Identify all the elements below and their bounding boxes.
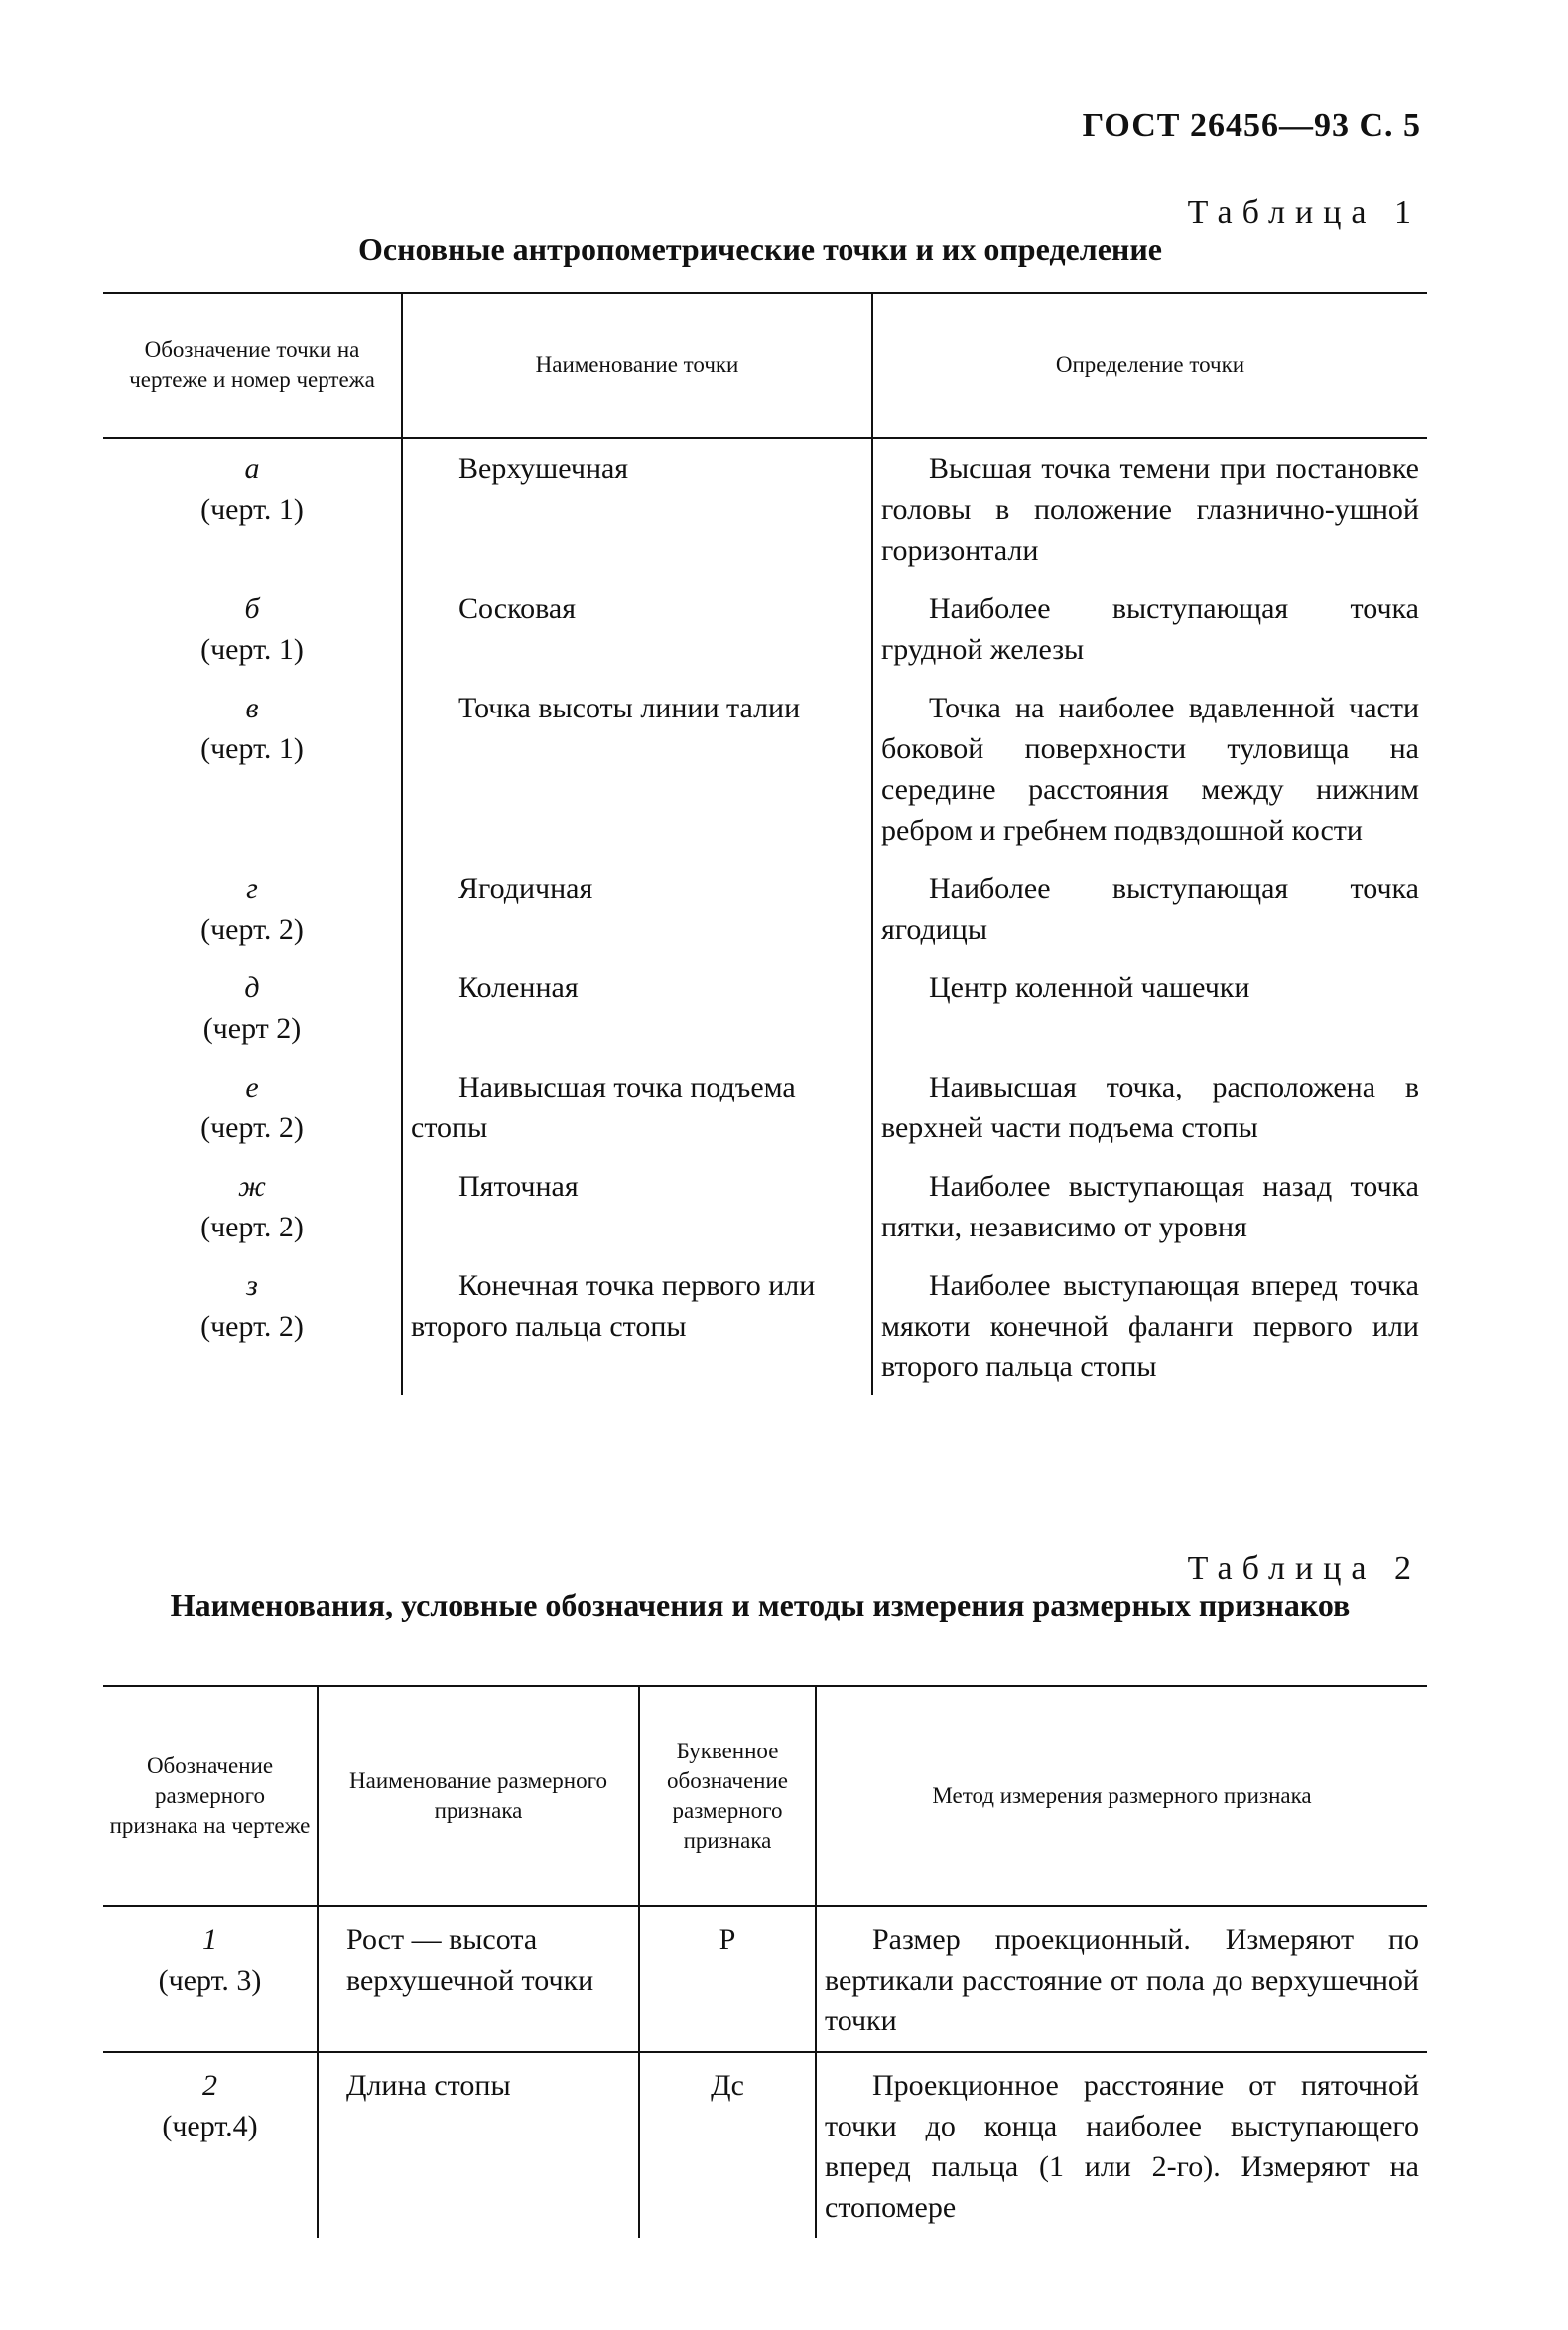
table-row — [103, 1255, 1427, 1395]
number-cell — [103, 1906, 318, 2052]
name-cell — [402, 678, 872, 858]
drawing-ref: (черт. 1) — [200, 493, 304, 526]
definition-cell — [872, 1057, 1427, 1156]
table-row — [103, 2052, 1427, 2238]
point-cell — [103, 858, 402, 958]
definition-cell — [872, 958, 1427, 1057]
code-cell — [639, 2052, 816, 2238]
point-cell — [103, 1057, 402, 1156]
name-cell — [402, 1156, 872, 1255]
point-name: Пяточная — [458, 1170, 579, 1203]
table2-header-row — [103, 1686, 1427, 1906]
point-definition: Центр коленной чашечки — [929, 971, 1250, 1004]
table-row — [103, 579, 1427, 678]
table1-col-point: Обозначение точки на чертеже и номер чертежа — [103, 293, 402, 438]
table2-col-code: Буквенное обозначение размерного признака — [639, 1686, 816, 1906]
table1 — [103, 292, 1427, 1395]
point-definition: Наиболее выступающая назад точка пятки, независимо от уровня — [881, 1170, 1419, 1243]
table-row — [103, 1057, 1427, 1156]
definition-cell — [872, 858, 1427, 958]
number-cell — [103, 2052, 318, 2238]
table1-header-row — [103, 293, 1427, 438]
point-name: Коленная — [458, 971, 579, 1004]
point-letter: е — [245, 1071, 259, 1103]
feature-number: 2 — [202, 2069, 217, 2102]
point-name: Конечная точка первого или второго пальца стопы — [411, 1269, 816, 1343]
table-row — [103, 438, 1427, 579]
point-cell — [103, 438, 402, 579]
table2-col-number: Обозначение размерного признака на чертеже — [103, 1686, 318, 1906]
point-name: Наивысшая точка подъема стопы — [411, 1071, 796, 1144]
feature-name: Рост — высота верхушечной точки — [346, 1923, 594, 1997]
point-name: Точка высоты линии талии — [458, 692, 801, 724]
point-letter: д — [244, 971, 260, 1004]
name-cell — [402, 1255, 872, 1395]
point-letter: з — [246, 1269, 258, 1302]
table1-col-name: Наименование точки — [402, 293, 872, 438]
table-row — [103, 1906, 1427, 2052]
drawing-ref: (черт. 2) — [200, 1310, 304, 1343]
name-cell — [402, 579, 872, 678]
drawing-ref: (черт. 1) — [200, 732, 304, 765]
point-cell — [103, 958, 402, 1057]
feature-code: Р — [719, 1923, 736, 1956]
definition-cell — [872, 579, 1427, 678]
method-cell — [816, 1906, 1427, 2052]
point-cell — [103, 678, 402, 858]
table-row — [103, 678, 1427, 858]
table1-title: Основные антропометрические точки и их определение — [358, 231, 1162, 267]
name-cell — [402, 958, 872, 1057]
feature-name: Длина стопы — [346, 2069, 511, 2102]
point-letter: б — [244, 592, 260, 625]
method-cell — [816, 2052, 1427, 2238]
point-definition: Точка на наиболее вдавленной части боковой поверхности туловища на середине расстояния между нижним ребром и гребнем подвздошной кости — [881, 692, 1419, 846]
definition-cell — [872, 438, 1427, 579]
point-cell — [103, 1156, 402, 1255]
code-cell — [639, 1906, 816, 2052]
definition-cell — [872, 678, 1427, 858]
table2-col-name: Наименование размерного признака — [318, 1686, 639, 1906]
feature-name-cell — [318, 1906, 639, 2052]
measurement-method: Проекционное расстояние от пяточной точки до конца наиболее выступающего вперед пальца (1 или 2-го). Измеряют на стопомере — [825, 2069, 1419, 2224]
table1-label: Таблица 1 — [1187, 194, 1421, 231]
measurement-method: Размер проекционный. Измеряют по вертикали расстояние от пола до верхушечной точки — [825, 1923, 1419, 2037]
point-cell — [103, 579, 402, 678]
point-cell — [103, 1255, 402, 1395]
table2 — [103, 1685, 1427, 2238]
point-definition: Высшая точка темени при постановке головы в положение глазнично-ушной горизонтали — [881, 453, 1419, 567]
table2-col-method: Метод измерения размерного признака — [816, 1686, 1427, 1906]
feature-number: 1 — [202, 1923, 217, 1956]
feature-code: Дс — [711, 2069, 744, 2102]
table2-label: Таблица 2 — [1187, 1550, 1421, 1587]
point-letter: ж — [238, 1170, 266, 1203]
point-letter: г — [246, 872, 258, 905]
point-definition: Наиболее выступающая точка грудной железы — [881, 592, 1419, 666]
table2-title: Наименования, условные обозначения и методы измерения размерных признаков — [170, 1587, 1351, 1622]
table1-col-definition: Определение точки — [872, 293, 1427, 438]
name-cell — [402, 438, 872, 579]
page-header: ГОСТ 26456—93 С. 5 — [1082, 107, 1421, 144]
definition-cell — [872, 1255, 1427, 1395]
point-name: Сосковая — [458, 592, 577, 625]
drawing-ref: (черт. 2) — [200, 1211, 304, 1243]
table-row — [103, 858, 1427, 958]
table-row — [103, 958, 1427, 1057]
drawing-ref: (черт.4) — [162, 2110, 258, 2142]
drawing-ref: (черт 2) — [202, 1012, 302, 1045]
point-letter: а — [244, 453, 260, 485]
drawing-ref: (черт. 2) — [200, 913, 304, 946]
name-cell — [402, 1057, 872, 1156]
point-definition: Наиболее выступающая вперед точка мякоти конечной фаланги первого или второго пальца стопы — [881, 1269, 1419, 1383]
point-definition: Наивысшая точка, расположена в верхней части подъема стопы — [881, 1071, 1419, 1144]
point-letter: в — [245, 692, 259, 724]
feature-name-cell — [318, 2052, 639, 2238]
table-row — [103, 1156, 1427, 1255]
drawing-ref: (черт. 2) — [200, 1111, 304, 1144]
point-name: Ягодичная — [458, 872, 593, 905]
drawing-ref: (черт. 3) — [158, 1964, 262, 1997]
drawing-ref: (черт. 1) — [200, 633, 304, 666]
point-definition: Наиболее выступающая точка ягодицы — [881, 872, 1419, 946]
point-name: Верхушечная — [458, 453, 629, 485]
definition-cell — [872, 1156, 1427, 1255]
name-cell — [402, 858, 872, 958]
